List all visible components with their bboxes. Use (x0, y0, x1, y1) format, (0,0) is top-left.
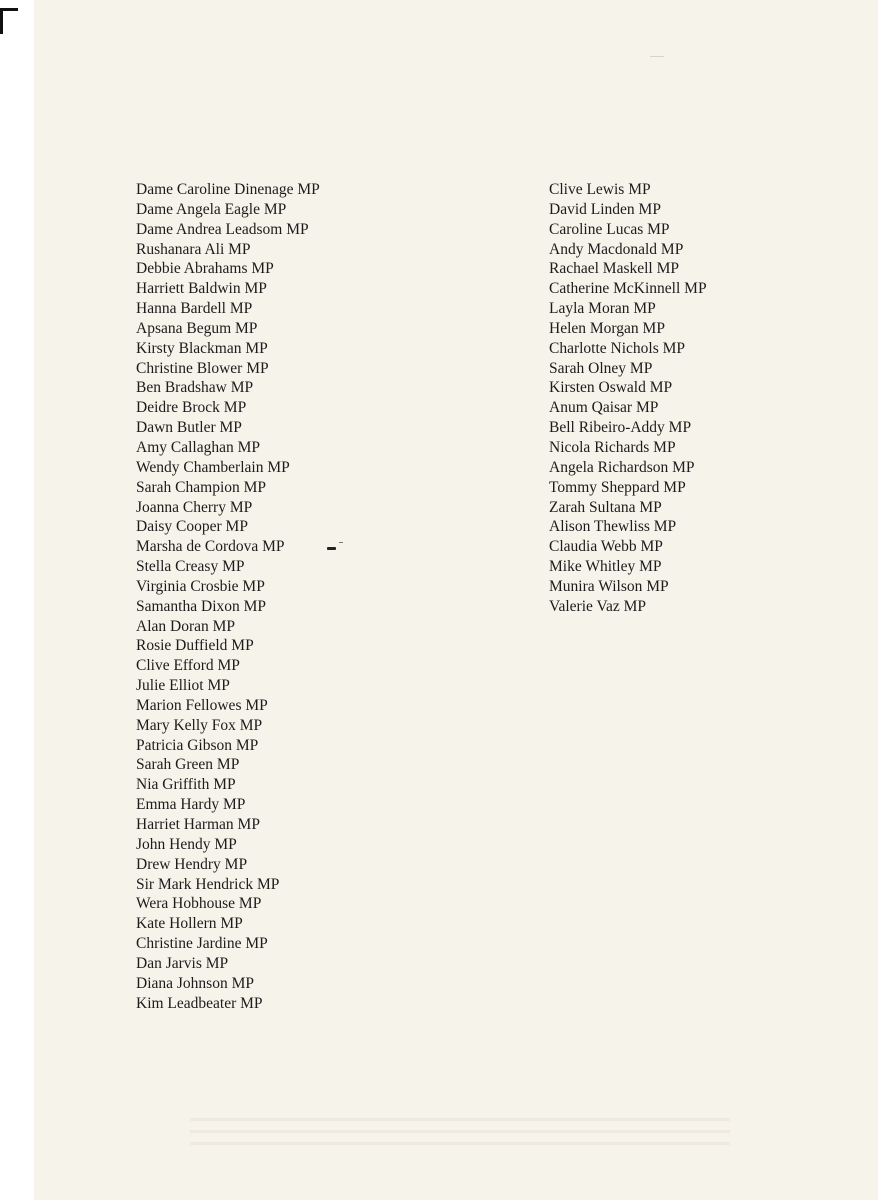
signatory-name: Samantha Dixon MP (136, 597, 267, 615)
signatory-name: Rosie Duffield MP (136, 637, 254, 655)
signatory-name: Marion Fellowes MP (136, 696, 268, 714)
signatory-name: Amy Callaghan MP (136, 438, 260, 456)
scan-edge-mark (0, 8, 18, 34)
signatory-name: Munira Wilson MP (549, 577, 669, 595)
signatory-name: Rushanara Ali MP (136, 240, 251, 258)
signatory-name: Patricia Gibson MP (136, 736, 259, 754)
signatory-name: Kirsty Blackman MP (136, 339, 268, 357)
signatory-name: Wendy Chamberlain MP (136, 458, 290, 476)
signatory-name: Sarah Olney MP (549, 359, 653, 377)
signatory-name: Dan Jarvis MP (136, 954, 229, 972)
signatory-name: Marsha de Cordova MP (136, 538, 285, 556)
signatory-name: Emma Hardy MP (136, 796, 246, 814)
signatory-name: David Linden MP (549, 200, 661, 218)
signatory-name: Catherine McKinnell MP (549, 280, 707, 298)
signatory-name: Tommy Sheppard MP (549, 478, 686, 496)
signatory-name: Harriet Harman MP (136, 816, 260, 833)
signatory-name: Hanna Bardell MP (136, 300, 253, 318)
scan-left-margin (0, 0, 34, 1200)
signatory-name: Nia Griffith MP (136, 776, 236, 794)
signatory-name: Charlotte Nichols MP (549, 339, 686, 357)
signatory-name: Alan Doran MP (136, 617, 236, 635)
signatory-name: Kim Leadbeater MP (136, 994, 263, 1012)
signatory-name: Wera Hobhouse MP (136, 895, 262, 913)
signatory-name: Layla Moran MP (549, 300, 656, 318)
signatory-name: Dame Andrea Leadsom MP (136, 220, 309, 238)
signatory-name: Dawn Butler MP (136, 419, 242, 437)
signatory-name: Kate Hollern MP (136, 915, 243, 933)
signatory-name: Sarah Champion MP (136, 478, 267, 496)
signatory-name: Dame Angela Eagle MP (136, 200, 287, 218)
signatory-name: Stella Creasy MP (136, 558, 245, 576)
ink-smudge (339, 542, 343, 543)
signatory-name: Deidre Brock MP (136, 399, 247, 417)
signatory-name: Christine Jardine MP (136, 935, 268, 953)
signatory-name: Rachael Maskell MP (549, 260, 680, 278)
signatory-name: Ben Bradshaw MP (136, 379, 254, 397)
signatory-name: Virginia Crosbie MP (136, 577, 265, 595)
signatory-name: Zarah Sultana MP (549, 498, 662, 516)
bleed-through-text (190, 1118, 730, 1154)
signatory-name: Clive Efford MP (136, 657, 240, 675)
signatory-name: Andy Macdonald MP (549, 240, 684, 258)
signatory-name: Daisy Cooper MP (136, 518, 248, 536)
signatory-name: Julie Elliot MP (136, 677, 230, 695)
signatory-name: Apsana Begum MP (136, 319, 258, 337)
signatory-list-left (136, 180, 320, 1013)
signatory-name: Kirsten Oswald MP (549, 379, 673, 397)
signatory-name: John Hendy MP (136, 835, 237, 853)
signatory-name: Caroline Lucas MP (549, 220, 670, 238)
signatory-name: Sarah Green MP (136, 756, 240, 774)
signatory-name: Anum Qaisar MP (549, 399, 659, 417)
signatory-name: Drew Hendry MP (136, 855, 248, 873)
signatory-name: Harriett Baldwin MP (136, 280, 267, 298)
signatory-name: Sir Mark Hendrick MP (136, 875, 280, 893)
scan-speck (650, 56, 664, 57)
signatory-name: Bell Ribeiro-Addy MP (549, 419, 692, 437)
signatory-name: Valerie Vaz MP (549, 597, 646, 615)
signatory-name: Mary Kelly Fox MP (136, 716, 263, 734)
signatory-list-right (549, 180, 707, 617)
signatory-name: Mike Whitley MP (549, 558, 662, 576)
signatory-name: Diana Johnson MP (136, 974, 254, 992)
ink-smudge (327, 547, 336, 550)
signatory-name: Claudia Webb MP (549, 538, 663, 556)
signatory-name: Joanna Cherry MP (136, 498, 253, 516)
signatory-name: Angela Richardson MP (549, 458, 695, 476)
signatory-name: Dame Caroline Dinenage MP (136, 181, 320, 198)
signatory-name: Nicola Richards MP (549, 438, 676, 456)
signatory-name: Alison Thewliss MP (549, 518, 677, 536)
signatory-name: Debbie Abrahams MP (136, 260, 274, 278)
signatory-name: Helen Morgan MP (549, 319, 665, 337)
signatory-name: Clive Lewis MP (549, 181, 651, 198)
signatory-name: Christine Blower MP (136, 359, 269, 377)
